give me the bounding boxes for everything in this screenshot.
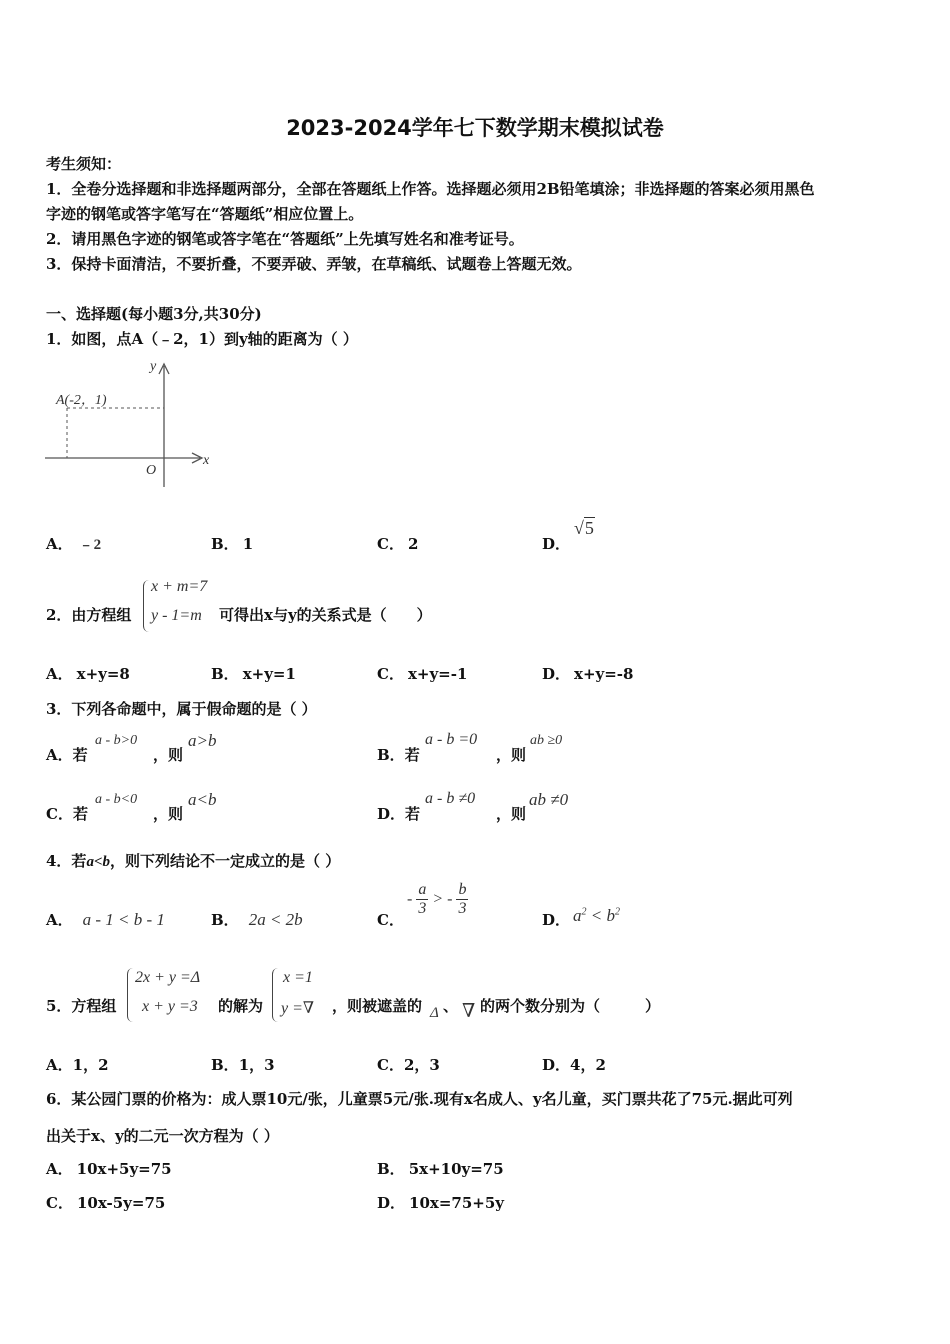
stem-prefix: 4．若 xyxy=(46,852,87,870)
equation-1: x + m=7 xyxy=(151,578,208,595)
ruo-text: 若 xyxy=(72,805,88,823)
notice-item: 2．请用黑色字迹的钢笔或答字笔在“答题纸”上先填写姓名和准考证号。 xyxy=(46,230,524,248)
q3b-conclusion: ab ≥0 xyxy=(530,733,563,748)
question-6-line-2: 出关于x、y的二元一次方程为（ ） xyxy=(46,1127,279,1145)
section-heading: 一、选择题(每小题3分,共30分) xyxy=(46,305,262,323)
q2-option-d[interactable] xyxy=(542,663,633,684)
q4d-expression xyxy=(573,906,620,926)
q6-option-a[interactable] xyxy=(46,1158,172,1179)
question-5-suffix: 的两个数分别为（ ） xyxy=(480,997,661,1015)
question-4-stem xyxy=(46,850,340,871)
option-label: D． xyxy=(377,805,406,823)
question-3-stem: 3．下列各命题中，属于假命题的是（ ） xyxy=(46,700,317,718)
option-text: 10x+5y=75 xyxy=(76,1160,172,1178)
option-text: 2 xyxy=(407,535,419,553)
q4c-expression xyxy=(407,881,468,918)
option-label: C． xyxy=(377,535,404,553)
y-axis-label: y xyxy=(150,359,157,374)
question-2-suffix: 可得出x与y的关系式是（ ） xyxy=(219,606,432,624)
q1-option-c[interactable] xyxy=(377,533,418,554)
option-label: D． xyxy=(542,535,571,553)
option-label: D． xyxy=(542,665,571,683)
sqrt-five xyxy=(574,518,595,539)
notice-item: 1．全卷分选择题和非选择题两部分，全部在答题纸上作答。选择题必须用2B铅笔填涂；非选择题的答案必须用黑色 xyxy=(46,180,815,198)
relation: > - xyxy=(432,890,453,908)
denominator: 3 xyxy=(418,900,427,917)
q5-option-d[interactable] xyxy=(542,1054,606,1075)
point-a-label: A(-2，1) xyxy=(56,393,107,408)
denominator: 3 xyxy=(458,900,467,917)
q5-option-b[interactable] xyxy=(211,1054,275,1075)
option-label: C． xyxy=(377,911,404,929)
ruo-text: 若 xyxy=(72,746,88,764)
q5-option-a[interactable] xyxy=(46,1054,109,1075)
q1-option-b[interactable] xyxy=(211,533,253,554)
q4-option-a[interactable] xyxy=(46,909,165,930)
option-label: C． xyxy=(46,805,73,823)
q6-option-c[interactable] xyxy=(46,1192,165,1213)
option-label: B． xyxy=(211,535,239,553)
base-a: a xyxy=(573,906,582,925)
option-text: x+y=8 xyxy=(76,665,130,683)
q3c-condition: a - b<0 xyxy=(95,792,138,807)
equation-1: 2x + y =Δ xyxy=(135,969,201,986)
question-2-prefix: 2．由方程组 xyxy=(46,606,132,624)
option-text: ﹣2 xyxy=(78,537,102,553)
relation: < xyxy=(590,906,603,925)
q5-option-c[interactable] xyxy=(377,1054,440,1075)
q6-option-d[interactable] xyxy=(377,1192,504,1213)
option-label: C． xyxy=(377,1056,404,1074)
option-label: D． xyxy=(542,911,571,929)
fraction-b-over-3 xyxy=(456,881,468,918)
q3-option-d[interactable] xyxy=(377,803,420,824)
ze-text: ，则 xyxy=(153,805,184,823)
notice-item: 字迹的钢笔或答字笔写在“答题纸”相应位置上。 xyxy=(46,205,364,223)
x-axis-label: x xyxy=(203,453,210,468)
option-text: x+y=-8 xyxy=(574,665,634,683)
system-brace xyxy=(127,968,134,1022)
option-text: 10x=75+5y xyxy=(409,1194,504,1212)
option-text: 4，2 xyxy=(570,1056,606,1074)
ze-text: ，则 xyxy=(153,746,184,764)
option-label: A． xyxy=(46,911,73,929)
option-label: A． xyxy=(46,746,73,764)
notice-item: 3．保持卡面清洁，不要折叠，不要弄破、弄皱，在草稿纸、试题卷上答题无效。 xyxy=(46,255,582,273)
page-title: 2023-2024学年七下数学期末模拟试卷 xyxy=(286,116,664,140)
q4-option-c[interactable] xyxy=(377,909,404,930)
ruo-text: 若 xyxy=(405,805,421,823)
option-label: C． xyxy=(46,1194,73,1212)
option-label: B． xyxy=(377,1160,405,1178)
equation-2: y - 1=m xyxy=(151,607,202,624)
q2-option-b[interactable] xyxy=(211,663,296,684)
option-text: x+y=-1 xyxy=(407,665,468,683)
solution-2: y =∇ xyxy=(281,1000,315,1017)
option-label: B． xyxy=(211,911,239,929)
q3b-condition: a - b =0 xyxy=(425,731,478,748)
q3d-condition: a - b ≠0 xyxy=(425,790,476,807)
numerator: b xyxy=(458,881,467,898)
q3-option-c[interactable] xyxy=(46,803,88,824)
exponent: 2 xyxy=(614,906,620,918)
ruo-text: 若 xyxy=(404,746,420,764)
nabla-symbol: ∇ xyxy=(462,1001,476,1022)
option-label: A． xyxy=(46,535,73,553)
solution-brace xyxy=(272,968,279,1022)
stem-math: a<b xyxy=(86,854,110,870)
q3a-conclusion: a>b xyxy=(188,731,217,750)
option-text: 2a < 2b xyxy=(248,910,303,929)
question-5-text: ，则被遮盖的 xyxy=(332,997,423,1015)
equation-2: x + y =3 xyxy=(142,998,198,1015)
ze-text: ，则 xyxy=(496,805,527,823)
q2-option-c[interactable] xyxy=(377,663,467,684)
option-text: x+y=1 xyxy=(242,665,296,683)
option-label: A． xyxy=(46,1160,73,1178)
option-label: A． xyxy=(46,1056,73,1074)
option-text: 1 xyxy=(242,535,254,553)
ze-text: ，则 xyxy=(496,746,527,764)
q3a-condition: a - b>0 xyxy=(95,733,138,748)
solution-1: x =1 xyxy=(283,969,313,986)
option-text: 10x-5y=75 xyxy=(76,1194,166,1212)
notice-heading: 考生须知： xyxy=(46,155,122,173)
minus-sign: - xyxy=(407,890,413,908)
sqrt-radicand: 5 xyxy=(584,518,594,538)
q3-option-b[interactable] xyxy=(377,744,420,765)
question-6-line-1: 6．某公园门票的价格为：成人票10元/张，儿童票5元/张.现有x名成人、y名儿童，买门票共花了75元.据此可列 xyxy=(46,1090,793,1108)
question-5-prefix: 5．方程组 xyxy=(46,997,117,1015)
question-5-mid: 的解为 xyxy=(218,997,264,1015)
option-text: 2，3 xyxy=(403,1056,440,1074)
sqrt-sign: √ xyxy=(574,518,584,538)
option-text: a - 1 < b - 1 xyxy=(82,910,165,929)
stem-suffix: ，则下列结论不一定成立的是（ ） xyxy=(110,852,341,870)
q4-option-b[interactable] xyxy=(211,909,303,930)
option-label: D． xyxy=(377,1194,406,1212)
option-label: B． xyxy=(377,746,405,764)
option-label: C． xyxy=(377,665,404,683)
option-label: A． xyxy=(46,665,73,683)
exponent: 2 xyxy=(581,906,587,918)
option-text: 1，3 xyxy=(238,1056,275,1074)
option-label: D． xyxy=(542,1056,571,1074)
option-text: 1，2 xyxy=(72,1056,109,1074)
q3c-conclusion: a<b xyxy=(188,790,217,809)
q2-option-a[interactable] xyxy=(46,663,130,684)
q3-option-a[interactable] xyxy=(46,744,88,765)
q1-option-d[interactable] xyxy=(542,533,570,554)
separator: 、 xyxy=(443,997,459,1015)
fraction-a-over-3 xyxy=(416,881,428,918)
numerator: a xyxy=(418,881,427,898)
option-text: 5x+10y=75 xyxy=(408,1160,504,1178)
option-label: B． xyxy=(211,665,239,683)
q4-option-d[interactable] xyxy=(542,909,570,930)
delta-symbol: Δ xyxy=(430,1005,439,1021)
system-brace xyxy=(143,580,150,632)
option-label: B． xyxy=(211,1056,239,1074)
base-b: b xyxy=(606,906,615,925)
origin-label: O xyxy=(146,463,157,478)
q3d-conclusion: ab ≠0 xyxy=(529,790,569,809)
q6-option-b[interactable] xyxy=(377,1158,504,1179)
question-1-stem: 1．如图，点A（﹣2，1）到y轴的距离为（ ） xyxy=(46,330,358,348)
q1-option-a[interactable] xyxy=(46,533,101,554)
coordinate-figure xyxy=(40,352,220,492)
